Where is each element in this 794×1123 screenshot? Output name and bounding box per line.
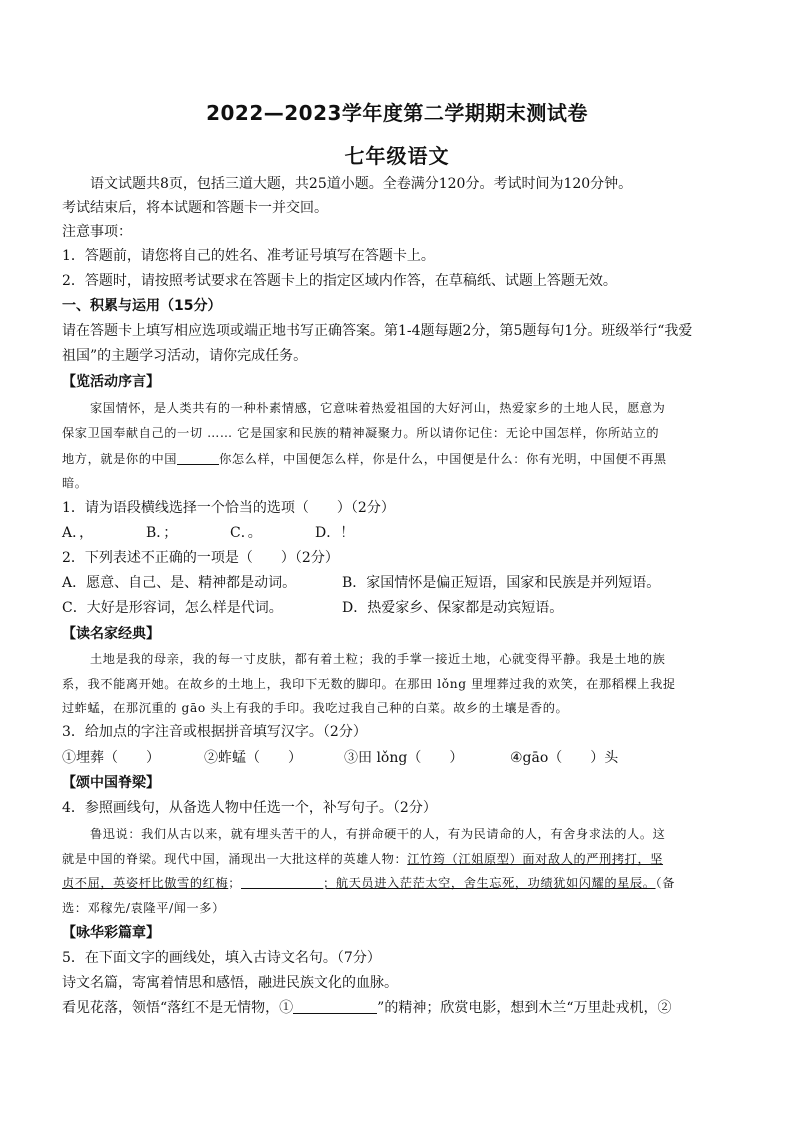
underlined-sentence: 江竹筠（江姐原型）面对敌人的严刑拷打，坚 — [407, 852, 664, 866]
section-heading: 【咏华彩篇章】 — [62, 925, 160, 941]
passage-text: 你怎么样，中国便怎么样，你是什么，中国便是什么：你有光明，中国便不再黑 — [219, 452, 667, 466]
notice-item: 2．答题时，请按照考试要求在答题卡上的指定区域内作答，在草稿纸、试题上答题无效。 — [62, 273, 617, 289]
part-description: 请在答题卡上填写相应选项或端正地书写正确答案。第1-4题每题2分，第5题每句1分。班级举行“我爱 — [62, 323, 693, 339]
answer-item[interactable]: ③田 lǒng（ ） — [344, 750, 464, 766]
page-subtitle: 七年级语文 — [344, 144, 450, 168]
question-3: 3．给加点的字注音或根据拼音填写汉字。（2分） — [62, 724, 367, 740]
option-d[interactable]: D．热爱家乡、保家都是动宾短语。 — [342, 600, 564, 616]
passage-text: （备 — [655, 876, 676, 890]
section-heading: 【颂中国脊梁】 — [62, 775, 160, 791]
passage-line: 暗。 — [62, 476, 88, 490]
answer-item[interactable]: ②蚱蜢（ ） — [204, 750, 302, 766]
question-1: 1．请为语段横线选择一个恰当的选项（ ）（2分） — [62, 500, 395, 516]
underlined-sentence: 航天员进入茫茫太空，舍生忘死，功绩犹如闪耀的星辰。 — [335, 876, 656, 890]
intro-line: 语文试题共8页，包括三道大题，共25道小题。全卷满分120分。考试时间为120分钟。 — [90, 176, 633, 192]
option-b[interactable]: B．； — [146, 525, 178, 541]
passage-line: 系，我不能离开她。在故乡的土地上，我印下无数的脚印。在那田 lǒng 里埋葬过我的欢笑，在那稻棵上我捉 — [62, 677, 676, 691]
answer-item[interactable]: ①埋葬（ ） — [62, 750, 160, 766]
passage-line — [62, 449, 742, 469]
intro-line: 考试结束后，将本试题和答题卡一并交回。 — [62, 200, 328, 216]
option-a[interactable]: A．， — [62, 525, 94, 541]
notice-item: 1．答题前，请您将自己的姓名、准考证号填写在答题卡上。 — [62, 248, 435, 264]
answer-item[interactable]: ④gāo（ ）头 — [510, 750, 619, 766]
section-heading: 【览活动序言】 — [62, 374, 160, 390]
answer-blank[interactable] — [293, 999, 377, 1014]
passage-line: 选：邓稼先/袁隆平/闻一多） — [62, 901, 225, 915]
part-description: 祖国”的主题学习活动，请你完成任务。 — [62, 348, 308, 364]
question-4: 4．参照画线句，从备选人物中任选一个，补写句子。（2分） — [62, 800, 437, 816]
passage-text: ”的精神；欣赏电影，想到木兰“万里赴戎机，② — [377, 1000, 672, 1016]
passage-line — [62, 849, 742, 869]
option-d[interactable]: D．！ — [315, 525, 355, 541]
part-heading: 一、积累与运用（15分） — [62, 298, 222, 314]
option-a[interactable]: A．愿意、自己、是、精神都是动词。 — [62, 575, 297, 591]
passage-line: 鲁迅说：我们从古以来，就有埋头苦干的人，有拼命硬干的人，有为民请命的人，有舍身求法的人。这 — [90, 827, 666, 841]
option-b[interactable]: B．家国情怀是偏正短语，国家和民族是并列短语。 — [342, 575, 661, 591]
notice-label: 注意事项： — [62, 224, 132, 240]
passage-text: 地方，就是你的中国 — [62, 452, 178, 466]
passage-line — [62, 873, 742, 893]
question-5: 5．在下面文字的画线处，填入古诗文名句。（7分） — [62, 950, 381, 966]
passage-line: 土地是我的母亲，我的每一寸皮肤，都有着土粒；我的手掌一接近土地，心就变得平静。我是土地的族 — [90, 652, 666, 666]
option-c[interactable]: C．。 — [230, 525, 262, 541]
passage-text: ； — [228, 876, 242, 890]
section-heading: 【读名家经典】 — [62, 626, 160, 642]
passage-line: 过蚱蜢，在那沉重的 gāo 头上有我的手印。我吃过我自己种的白菜。故乡的土壤是香的。 — [62, 701, 569, 715]
passage-text: 就是中国的脊梁。现代中国，涌现出一大批这样的英雄人物： — [62, 852, 408, 866]
answer-blank[interactable] — [177, 450, 219, 465]
passage-line: 家国情怀，是人类共有的一种朴素情感，它意味着热爱祖国的大好河山，热爱家乡的土地人民，愿意为 — [90, 401, 666, 415]
underlined-sentence: 贞不屈，英姿杆比傲雪的红梅 — [62, 876, 229, 890]
page-title: 2022—2023学年度第二学期期末测试卷 — [206, 101, 588, 125]
passage-line — [62, 998, 742, 1018]
question-2: 2．下列表述不正确的一项是（ ）（2分） — [62, 550, 339, 566]
passage-line: 保家卫国奉献自己的一切 …… 它是国家和民族的精神凝聚力。所以请你记住：无论中国怎样，你所站立的 — [62, 426, 660, 440]
passage-line: 诗文名篇，寄寓着情思和感悟，融进民族文化的血脉。 — [62, 975, 398, 991]
option-c[interactable]: C．大好是形容词，怎么样是代词。 — [62, 600, 283, 616]
passage-text: 看见花落，领悟“落红不是无情物，① — [62, 1000, 294, 1016]
answer-blank[interactable] — [241, 874, 323, 889]
passage-text: ； — [323, 876, 336, 890]
